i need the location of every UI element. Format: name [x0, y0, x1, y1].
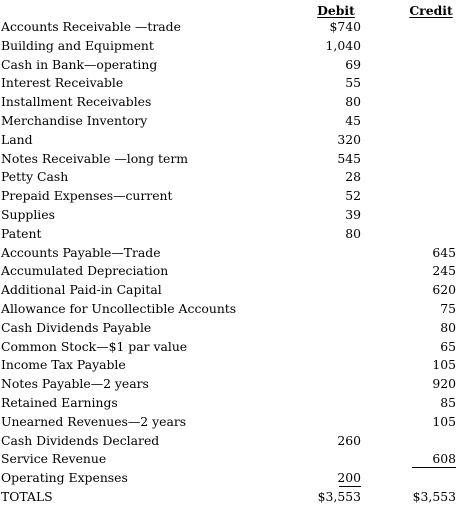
- debit-amount: 80: [345, 225, 361, 241]
- account-name: Service Revenue: [1, 451, 107, 467]
- table-row: [0, 206, 457, 225]
- account-name: Allowance for Uncollectible Accounts: [1, 300, 237, 316]
- credit-amount: 645: [432, 244, 456, 260]
- credit-amount: 85: [440, 394, 456, 410]
- credit-amount: 608: [432, 451, 456, 467]
- account-name: Prepaid Expenses—current: [1, 188, 173, 204]
- account-name: Notes Receivable —long term: [1, 150, 189, 166]
- column-headers: [0, 3, 457, 19]
- account-name: Interest Receivable: [1, 75, 124, 91]
- debit-amount: 80: [345, 94, 361, 110]
- table-row: [0, 74, 457, 93]
- account-name: Installment Receivables: [1, 94, 152, 110]
- debit-amount: 28: [345, 169, 361, 185]
- account-name: Income Tax Payable: [1, 357, 126, 373]
- account-name: Land: [1, 131, 33, 147]
- debit-amount: 52: [345, 188, 361, 204]
- debit-amount: 545: [337, 150, 361, 166]
- debit-amount: 260: [337, 432, 361, 448]
- debit-amount: 320: [337, 131, 361, 147]
- table-row: [0, 187, 457, 206]
- table-row: [0, 469, 457, 488]
- credit-amount: 620: [432, 282, 456, 298]
- table-row: [0, 375, 457, 394]
- account-name: Accumulated Depreciation: [1, 263, 169, 279]
- table-row: [0, 432, 457, 451]
- credit-amount: 105: [432, 413, 456, 429]
- totals-label: TOTALS: [1, 488, 53, 504]
- account-name: Patent: [1, 225, 42, 241]
- table-row: [0, 413, 457, 432]
- account-name: Accounts Payable—Trade: [1, 244, 161, 260]
- table-row: [0, 319, 457, 338]
- debit-amount: 1,040: [325, 37, 361, 53]
- table-row: [0, 150, 457, 169]
- table-row: [0, 262, 457, 281]
- table-row: [0, 37, 457, 56]
- account-name: Building and Equipment: [1, 37, 154, 53]
- debit-amount: 45: [345, 112, 361, 128]
- credit-amount: 920: [432, 376, 456, 392]
- table-row: [0, 112, 457, 131]
- total-credit: $3,553: [412, 488, 456, 504]
- table-row: [0, 225, 457, 244]
- totals-row: [0, 488, 457, 507]
- account-name: Operating Expenses: [1, 470, 128, 486]
- credit-amount: 245: [432, 263, 456, 279]
- account-name: Accounts Receivable —trade: [1, 19, 181, 34]
- credit-amount: 65: [440, 338, 456, 354]
- account-name: Cash Dividends Payable: [1, 319, 152, 335]
- table-row: [0, 93, 457, 112]
- account-name: Merchandise Inventory: [1, 112, 148, 128]
- account-name: Supplies: [1, 206, 55, 222]
- debit-amount: 55: [345, 75, 361, 91]
- table-row: [0, 281, 457, 300]
- debit-amount: 69: [345, 56, 361, 72]
- table-row: [0, 356, 457, 375]
- account-name: Unearned Revenues—2 years: [1, 413, 187, 429]
- account-name: Retained Earnings: [1, 394, 118, 410]
- debit-amount: 200: [337, 470, 361, 486]
- credit-amount: 80: [440, 319, 456, 335]
- table-row: [0, 300, 457, 319]
- account-name: Cash in Bank—operating: [1, 56, 158, 72]
- account-name: Cash Dividends Declared: [1, 432, 160, 448]
- account-name: Common Stock—$1 par value: [1, 338, 188, 354]
- total-debit: $3,553: [317, 488, 361, 504]
- account-name: Additional Paid-in Capital: [1, 282, 162, 298]
- table-row: [0, 394, 457, 413]
- credit-header: Credit: [409, 3, 453, 18]
- table-row: [0, 338, 457, 357]
- credit-amount: 105: [432, 357, 456, 373]
- credit-amount: 75: [440, 300, 456, 316]
- trial-balance-table: [0, 18, 457, 507]
- debit-subtotal-underline: [339, 486, 361, 487]
- debit-amount: $740: [329, 19, 361, 34]
- table-row: [0, 131, 457, 150]
- account-name: Petty Cash: [1, 169, 69, 185]
- table-row: [0, 168, 457, 187]
- credit-subtotal-underline: [412, 467, 456, 468]
- debit-header: Debit: [317, 3, 355, 18]
- table-row: [0, 56, 457, 75]
- table-row: [0, 18, 457, 37]
- account-name: Notes Payable—2 years: [1, 376, 149, 392]
- table-row: [0, 244, 457, 263]
- debit-amount: 39: [345, 206, 361, 222]
- table-row: [0, 450, 457, 469]
